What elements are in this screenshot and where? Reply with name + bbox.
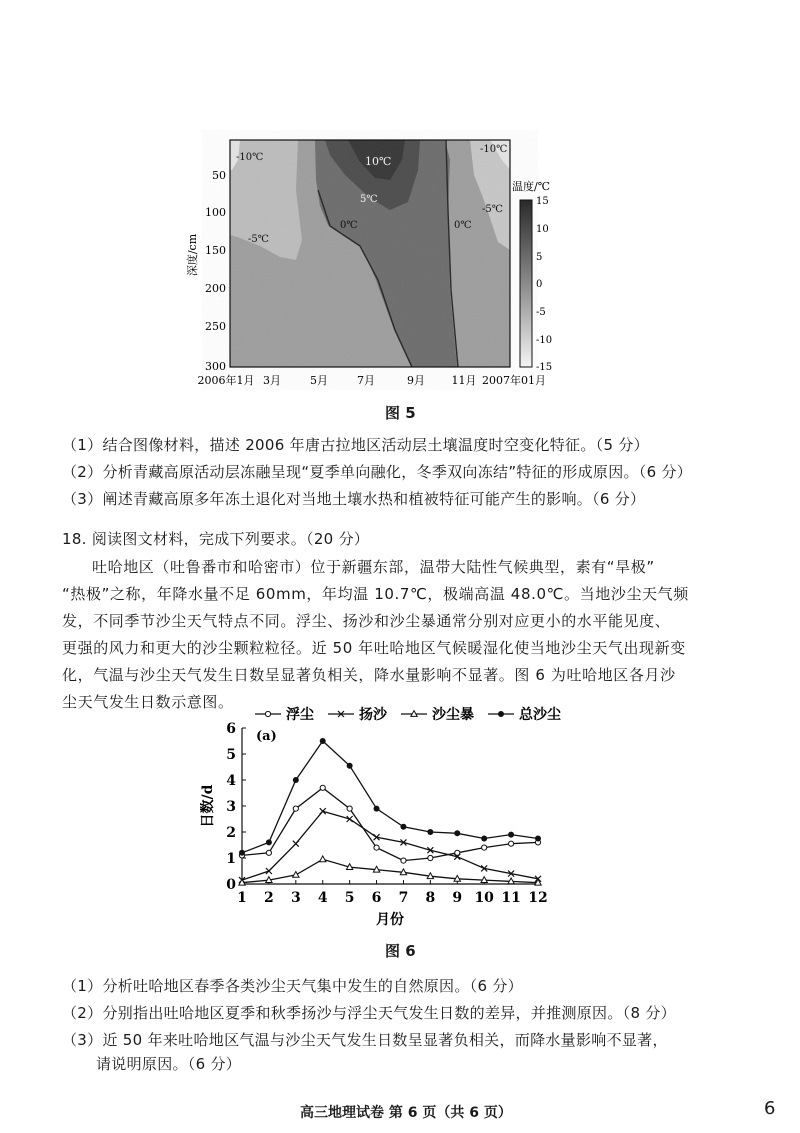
- chart-axes: [200, 721, 548, 928]
- x-tick-label: 10: [474, 890, 494, 906]
- series-浮尘: [239, 785, 540, 863]
- colorbar-tick: 10: [536, 224, 549, 235]
- data-point: [320, 738, 326, 744]
- contour-label: 5℃: [360, 194, 378, 205]
- x-tick: 2007年01月: [482, 374, 546, 387]
- panel-label: (a): [256, 729, 277, 744]
- data-point: [374, 845, 379, 850]
- y-tick-label: 2: [226, 825, 236, 841]
- legend-label: 总沙尘: [519, 707, 561, 723]
- axis-lines: [242, 728, 538, 884]
- q17-item-2: （2）分析青藏高原活动层冻融呈现“夏季单向融化，冬季双向冻结”特征的形成原因。（6 分）: [62, 463, 693, 481]
- q18-item-3: （3）近 50 年来吐哈地区气温与沙尘天气发生日数呈显著负相关，而降水量影响不显著，: [62, 1031, 668, 1049]
- y-tick-label: 0: [226, 877, 236, 893]
- x-tick: 9月: [407, 374, 425, 387]
- y-tick-label: 4: [226, 773, 236, 789]
- colorbar-tick: -15: [536, 362, 553, 373]
- q18-paragraph-line: 尘天气发生日数示意图。: [62, 693, 234, 711]
- contour-label: -10℃: [480, 144, 508, 155]
- contour-label: 0℃: [340, 220, 358, 231]
- y-tick-label: 5: [226, 747, 236, 763]
- x-tick-label: 9: [452, 890, 463, 906]
- x-tick: 5月: [310, 374, 328, 387]
- x-tick-label: 3: [290, 890, 301, 906]
- x-tick-label: 5: [344, 890, 355, 906]
- data-point: [293, 841, 299, 847]
- q17-item-3: （3）阐述青藏高原多年冻土退化对当地土壤水热和植被特征可能产生的影响。（6 分）: [62, 490, 646, 508]
- y-axis-label: 日数/d: [200, 784, 216, 828]
- colorbar-tick: 5: [536, 252, 543, 263]
- contour-label: 0℃: [454, 220, 472, 231]
- x-tick-label: 7: [398, 890, 409, 906]
- colorbar-tick: 0: [536, 279, 543, 290]
- x-tick-label: 6: [371, 890, 382, 906]
- x-tick-label: 12: [528, 890, 548, 906]
- data-point: [374, 806, 380, 812]
- series-line: [242, 741, 538, 853]
- legend-label: 扬沙: [359, 707, 387, 723]
- data-point: [481, 836, 487, 842]
- chart-legend: [255, 706, 561, 723]
- data-point: [266, 850, 271, 855]
- contour-label: -5℃: [482, 204, 503, 215]
- data-point: [401, 858, 406, 863]
- colorbar-title: 温度/℃: [512, 180, 551, 193]
- data-point: [266, 868, 272, 874]
- y-tick: 100: [205, 206, 226, 219]
- x-tick-label: 2: [264, 890, 274, 906]
- q18-header: 18. 阅读图文材料，完成下列要求。（20 分）: [62, 530, 370, 548]
- colorbar-tick: 15: [536, 196, 549, 207]
- x-tick: 11月: [451, 374, 477, 387]
- q18-paragraph-line: 发，不同季节沙尘天气特点不同。浮尘、扬沙和沙尘暴通常分别对应更小的水平能见度、: [62, 612, 671, 630]
- data-point: [320, 785, 325, 790]
- x-tick: 2006年1月: [197, 374, 255, 387]
- y-tick: 200: [205, 282, 226, 295]
- x-axis-label: 月份: [376, 912, 404, 928]
- figure6-caption: 图 6: [385, 942, 416, 960]
- x-tick-label: 11: [501, 890, 521, 906]
- x-tick: 7月: [357, 374, 375, 387]
- data-point: [508, 832, 514, 838]
- q18-paragraph-line: “热极”之称，年降水量不足 60mm，年均温 10.7℃，极端高温 48.0℃。当地沙尘天气频: [62, 585, 689, 603]
- data-point: [320, 856, 326, 862]
- q18-item-2: （2）分别指出吐哈地区夏季和秋季扬沙与浮尘天气发生日数的差异，并推测原因。（8 分）: [62, 1004, 676, 1022]
- data-point: [400, 824, 406, 830]
- y-tick: 150: [205, 244, 226, 257]
- q18-paragraph-line: 更强的风力和更大的沙尘颗粒粒径。近 50 年吐哈地区气候暖湿化使当地沙尘天气出现新变: [62, 639, 686, 657]
- figure6-line-chart: [200, 706, 580, 936]
- data-point: [293, 872, 299, 878]
- q18-paragraph-line: 吐哈地区（吐鲁番市和哈密市）位于新疆东部，温带大陆性气候典型，素有“旱极”: [92, 558, 655, 576]
- contour-label: 10℃: [365, 155, 392, 168]
- data-point: [347, 806, 352, 811]
- series-line: [242, 788, 538, 861]
- q17-item-1: （1）结合图像材料，描述 2006 年唐古拉地区活动层土壤温度时空变化特征。（5 分）: [62, 436, 649, 454]
- series-line: [242, 859, 538, 882]
- chart-plot: [239, 738, 541, 885]
- contour-label: -5℃: [248, 234, 269, 245]
- data-point: [508, 841, 513, 846]
- data-point: [265, 711, 270, 716]
- x-tick-label: 4: [317, 890, 328, 906]
- colorbar-tick: -10: [536, 335, 553, 346]
- x-tick: 3月: [263, 374, 281, 387]
- y-tick-label: 3: [226, 799, 236, 815]
- q18-item-1: （1）分析吐哈地区春季各类沙尘天气集中发生的自然原因。（6 分）: [62, 977, 523, 995]
- legend-label: 沙尘暴: [432, 707, 474, 723]
- x-tick-label: 1: [237, 890, 247, 906]
- colorbar-tick: -5: [536, 307, 546, 318]
- y-axis-label: 深度/cm: [186, 233, 199, 277]
- data-point: [239, 850, 245, 856]
- data-point: [428, 855, 433, 860]
- data-point: [482, 845, 487, 850]
- q18-paragraph-line: 化，气温与沙尘天气发生日数呈显著负相关，降水量影响不显著。图 6 为吐哈地区各月沙: [62, 666, 676, 684]
- contour-label: -10℃: [236, 152, 264, 163]
- legend-label: 浮尘: [286, 707, 314, 723]
- colorbar: [520, 200, 532, 367]
- y-tick-label: 6: [226, 721, 236, 737]
- series-总沙尘: [239, 738, 541, 856]
- data-point: [498, 711, 504, 717]
- page-number: 6: [764, 1098, 776, 1119]
- data-point: [454, 830, 460, 836]
- data-point: [266, 839, 272, 845]
- data-point: [427, 829, 433, 835]
- y-tick: 300: [205, 360, 226, 373]
- figure5-heatmap: [180, 130, 580, 400]
- y-tick: 250: [205, 320, 226, 333]
- data-point: [347, 763, 353, 769]
- figure5-caption: 图 5: [385, 404, 416, 422]
- y-tick-label: 1: [226, 851, 236, 867]
- page-footer: 高三地理试卷 第 6 页（共 6 页）: [300, 1105, 512, 1121]
- x-tick-label: 8: [425, 890, 436, 906]
- data-point: [293, 777, 299, 783]
- data-point: [535, 836, 541, 842]
- data-point: [293, 806, 298, 811]
- q18-item-3-cont: 请说明原因。（6 分）: [96, 1055, 242, 1073]
- y-tick: 50: [212, 169, 226, 182]
